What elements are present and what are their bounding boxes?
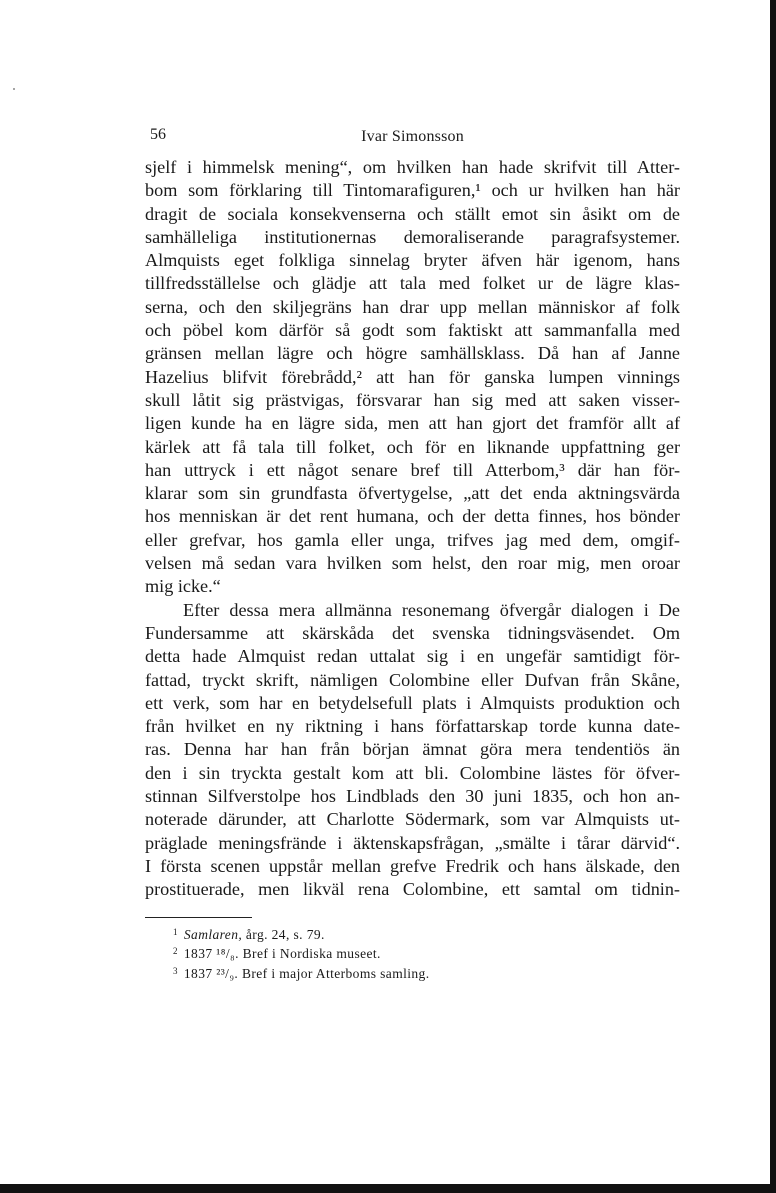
text-line: stinnan Silfverstolpe hos Lindblads den 30 juni 1835, och hon an- (145, 786, 680, 807)
footnote-rule (145, 917, 252, 918)
scan-edge-bottom (0, 1184, 776, 1193)
text-line: han uttryck i ett något senare bref till Atterbom,³ där han för- (145, 459, 680, 480)
text-line: ras. Denna har han från början ämnat göra mera tendentiös än (145, 739, 680, 760)
text-line: bom som förklaring till Tintomarafiguren,¹ och ur hvilken han här (145, 180, 680, 201)
text-line: eller grefvar, hos gamla eller unga, trifves jag med dem, omgif- (145, 529, 680, 550)
running-head: Ivar Simonsson (361, 128, 464, 145)
text-line: ligen kunde ha en lägre sida, men att han gjort det framför allt af (145, 413, 680, 434)
text-line: Almquists eget folkliga sinnelag bryter äfven här igenom, hans (145, 250, 680, 271)
text-line: från hvilket en ny riktning i hans författarskap torde kunna date- (145, 716, 680, 737)
text-line: noterade därunder, att Charlotte Södermark, som var Almquists ut- (145, 809, 680, 830)
text-line: I första scenen uppstår mellan grefve Fredrik och hans älskade, den (145, 855, 680, 876)
scan-edge-right (770, 0, 776, 1193)
text-line: klarar som sin grundfasta öfvertygelse, „att det enda aktningsvärda (145, 483, 680, 504)
page-header (145, 122, 680, 156)
footnote-text: årg. 24, s. 79. (242, 926, 325, 942)
text-line: hos menniskan är det rent humana, och der detta finnes, hos bönder (145, 506, 680, 527)
footnote-marker: 1 (173, 926, 178, 937)
scan-speck (13, 88, 15, 90)
text-line: Efter dessa mera allmänna resonemang öfvergår dialogen i De (183, 599, 680, 620)
text-line: detta hade Almquist redan uttalat sig i en ungefär samtidigt för- (145, 646, 680, 667)
text-line: dragit de sociala konsekvenserna och ställt emot sin åsikt om de (145, 203, 680, 224)
footnote-marker: 3 (173, 965, 178, 976)
footnotes (145, 924, 680, 983)
text-line: ett verk, som har en betydelsefull plats i Almquists produktion och (145, 692, 680, 713)
footnote (173, 963, 680, 983)
text-line: sjelf i himmelsk mening“, om hvilken han hade skrifvit till Atter- (145, 157, 680, 177)
text-line: prostituerade, men likväl rena Colombine, ett samtal om tidnin- (145, 879, 680, 900)
footnote (173, 924, 680, 944)
text-line: mig icke.“ (145, 576, 221, 597)
text-line: kärlek att få tala till folket, och för en liknande uppfattning ger (145, 436, 680, 457)
footnote-marker: 2 (173, 946, 178, 956)
footnote-text: 1837 ¹⁸/₈. Bref i Nordiska museet. (183, 946, 381, 961)
text-line: serna, och den skiljegräns han drar upp mellan människor af folk (145, 296, 680, 317)
text-line: präglade meningsfrände i äktenskapsfrågan, „smälte i tårar därvid“. (145, 832, 680, 853)
text-line: velsen må sedan vara hvilken som helst, den roar mig, men oroar (145, 553, 680, 574)
text-line: samhälleliga institutionernas demoraliserande paragrafsystemer. (145, 226, 680, 247)
body-text (145, 156, 680, 902)
text-line: den i sin tryckta gestalt kom att bli. Colombine lästes för öfver- (145, 762, 680, 783)
footnote (173, 943, 680, 963)
text-line: Fundersamme att skärskåda det svenska tidningsväsendet. Om (145, 622, 680, 643)
text-line: och pöbel kom därför så godt som faktiskt att sammanfalla med (145, 320, 680, 341)
text-line: skull låtit sig prästvigas, försvarar han sig med att saken visser- (145, 389, 680, 410)
footnote-text: 1837 ²³/₉. Bref i major Atterboms samling. (183, 965, 430, 981)
book-page (145, 122, 680, 982)
text-line: tillfredsställelse och glädje att tala med folket ur de lägre klas- (145, 273, 680, 294)
text-line: gränsen mellan lägre och högre samhällsklass. Då han af Janne (145, 343, 680, 364)
text-line: fattad, tryckt skrift, nämligen Colombine eller Dufvan från Skåne, (145, 669, 680, 690)
page-number: 56 (150, 126, 166, 143)
text-line: Hazelius blifvit förebrådd,² att han för ganska lumpen vinnings (145, 366, 680, 387)
footnote-title: Samlaren, (183, 926, 243, 942)
